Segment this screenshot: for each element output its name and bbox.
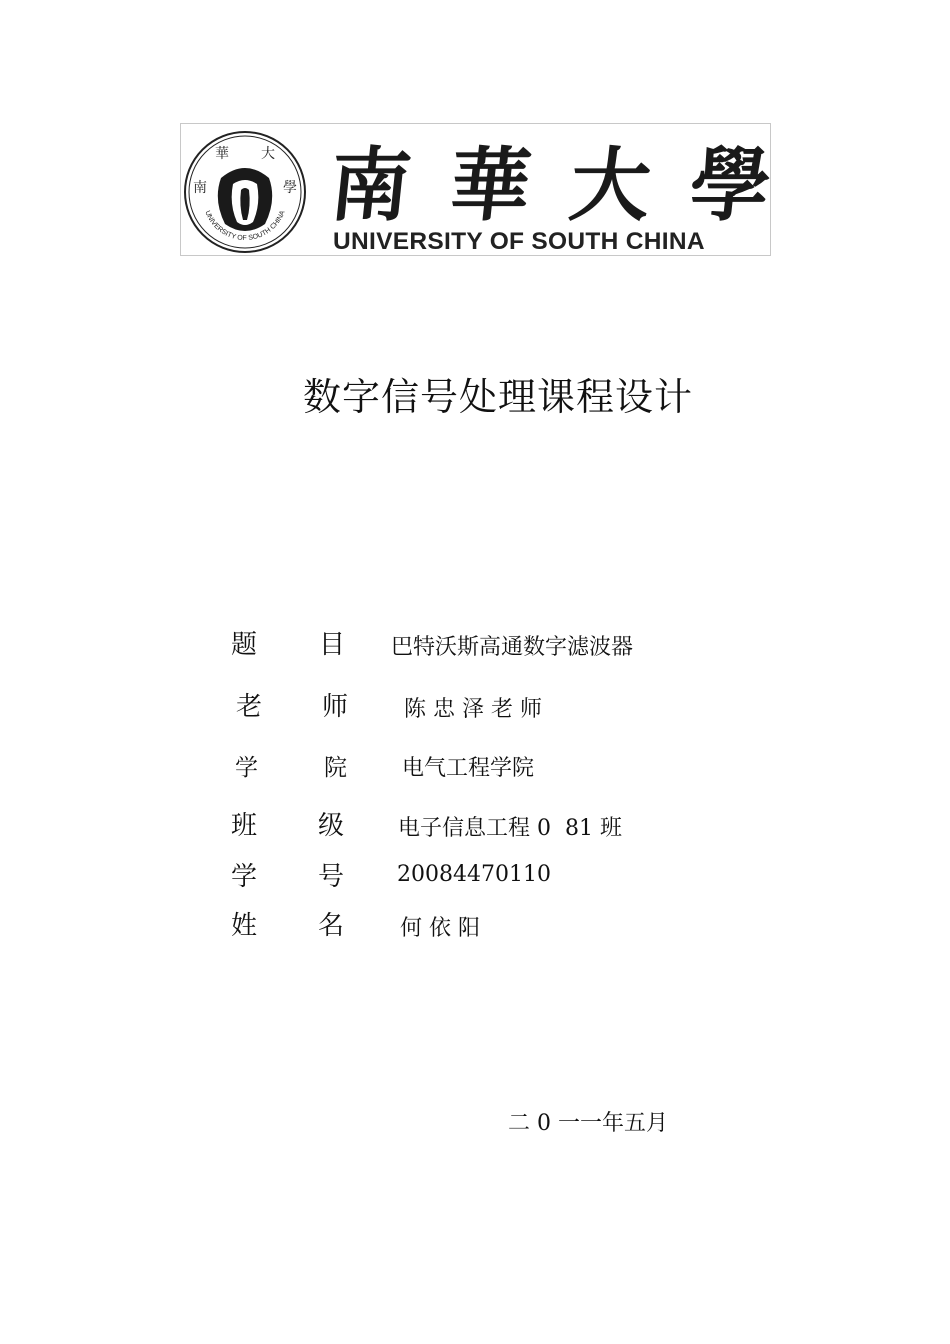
field-label-college-1: 学 bbox=[235, 755, 258, 781]
field-value-teacher: 陈 忠 泽 老 师 bbox=[404, 697, 542, 722]
field-value-name: 何 依 阳 bbox=[400, 916, 480, 941]
document-title: 数字信号处理课程设计 bbox=[302, 375, 693, 419]
field-label-teacher-1: 老 bbox=[236, 692, 263, 722]
brand-char-3: 大 bbox=[565, 137, 656, 232]
field-label-topic-2: 目 bbox=[319, 630, 346, 660]
seal-char-4: 學 bbox=[283, 180, 297, 196]
seal-char-2: 華 bbox=[215, 146, 229, 162]
field-label-college-2: 院 bbox=[324, 755, 347, 781]
field-label-topic-1: 题 bbox=[231, 630, 258, 660]
field-label-name-1: 姓 bbox=[231, 911, 258, 941]
brand-char-4: 學 bbox=[685, 137, 776, 232]
field-label-student-id-2: 号 bbox=[318, 862, 345, 892]
field-label-student-id-1: 学 bbox=[231, 862, 258, 892]
document-date: 二 0 一一年五月 bbox=[508, 1111, 668, 1136]
university-name-en: UNIVERSITY OF SOUTH CHINA bbox=[333, 228, 705, 255]
seal-char-1: 南 bbox=[193, 180, 207, 196]
field-label-name-2: 名 bbox=[318, 911, 345, 941]
field-value-student-id: 20084470110 bbox=[397, 862, 551, 887]
seal-char-3: 大 bbox=[261, 146, 275, 162]
field-value-class: 电子信息工程 0 81 班 bbox=[398, 816, 622, 841]
field-value-topic: 巴特沃斯高通数字滤波器 bbox=[391, 635, 634, 660]
field-label-teacher-2: 师 bbox=[322, 692, 349, 722]
field-label-class-2: 级 bbox=[318, 811, 345, 841]
university-name-cn bbox=[325, 128, 776, 232]
university-seal-icon bbox=[181, 128, 309, 256]
university-logo-banner bbox=[180, 123, 776, 256]
field-value-college: 电气工程学院 bbox=[402, 756, 535, 781]
field-label-class-1: 班 bbox=[231, 811, 258, 841]
brand-char-2: 華 bbox=[445, 137, 536, 232]
brand-char-1: 南 bbox=[325, 137, 416, 232]
seal-ring-text: UNIVERSITY OF SOUTH CHINA bbox=[203, 209, 287, 243]
